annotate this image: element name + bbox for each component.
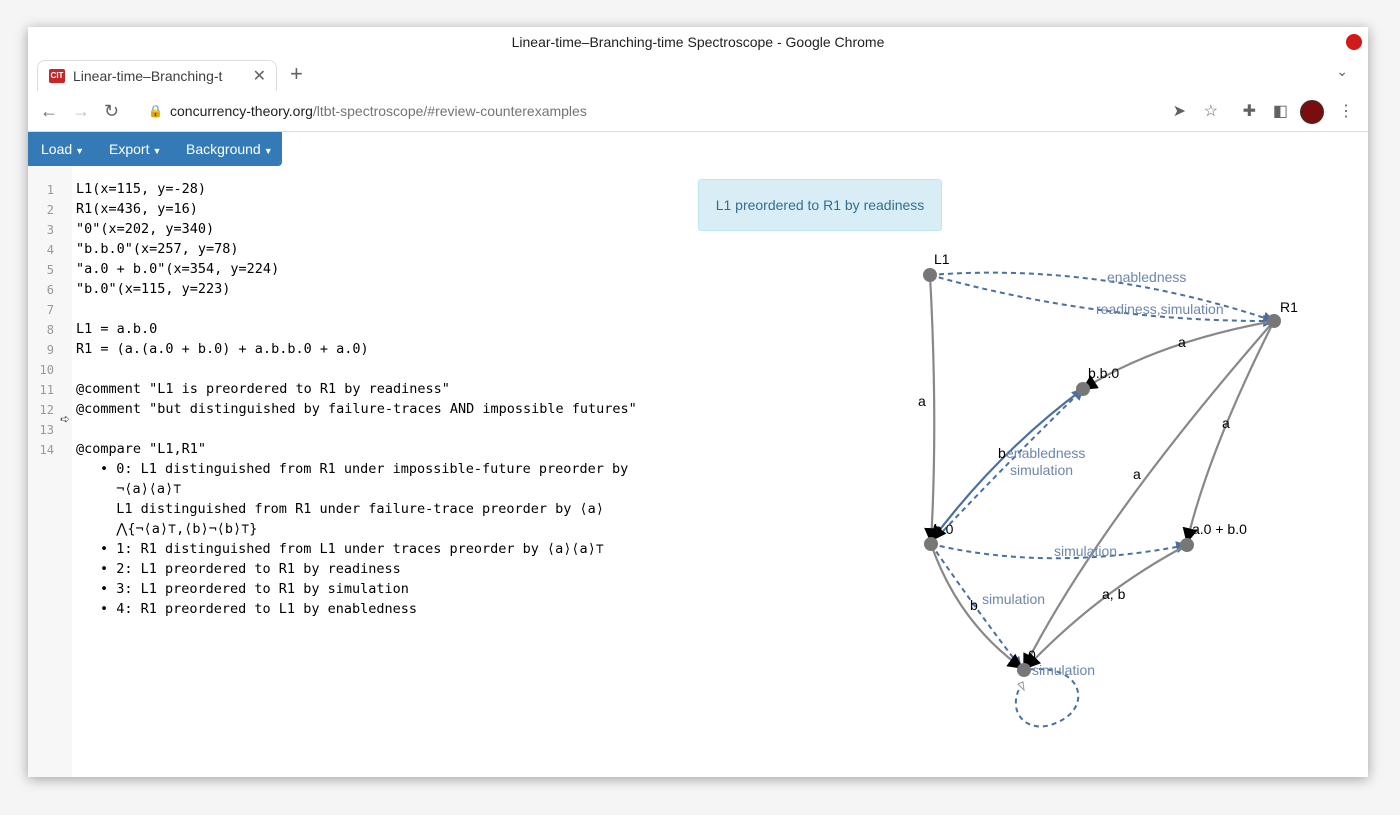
- caret-down-icon: ▼: [263, 146, 273, 156]
- node-zero[interactable]: [1017, 663, 1031, 677]
- browser-tab[interactable]: [37, 60, 277, 92]
- self-loop-arrowhead: [1018, 682, 1024, 690]
- address-bar[interactable]: [170, 103, 587, 119]
- browser-toolbar: [28, 91, 1368, 132]
- window-title: Linear-time–Branching-time Spectroscope - Google Chrome: [511, 34, 885, 50]
- line-number: 11: [39, 383, 54, 397]
- caret-down-icon: ▼: [75, 146, 85, 156]
- node-a0b0[interactable]: [1180, 538, 1194, 552]
- node-bb0[interactable]: [1076, 382, 1090, 396]
- code-line[interactable]: L1 = a.b.0: [76, 321, 158, 337]
- relation-label-simulation-b0-zero: simulation: [982, 591, 1046, 607]
- relation-label-enabledness-mid: enabledness: [1006, 445, 1086, 461]
- edge-L1-b0: [930, 275, 934, 542]
- line-number: 1: [46, 183, 54, 197]
- app-area: [28, 132, 1368, 777]
- edge-label-L1-b0: a: [918, 393, 926, 409]
- node-R1[interactable]: [1267, 314, 1281, 328]
- result-banner: [698, 179, 942, 231]
- edge-label-a0b0-zero: a, b: [1102, 586, 1126, 602]
- load-menu[interactable]: [41, 141, 84, 157]
- forward-arrow-icon[interactable]: →: [72, 101, 90, 121]
- profile-avatar[interactable]: [1300, 100, 1324, 124]
- node-b0[interactable]: [924, 537, 938, 551]
- extensions-icon[interactable]: ✚: [1242, 103, 1256, 120]
- star-icon[interactable]: ☆: [1203, 103, 1218, 120]
- relation-label-simulation-mid: simulation: [1010, 462, 1074, 478]
- line-number: 14: [39, 443, 54, 457]
- relation-label-readiness-simulation: readiness,simulation: [1096, 301, 1224, 317]
- background-menu-label: Background: [186, 141, 261, 157]
- edge-label-R1-bb0: a: [1178, 334, 1186, 350]
- edge-label-R1-zero: a: [1133, 466, 1141, 482]
- lock-icon[interactable]: 🔒: [148, 104, 163, 118]
- line-number: 12: [39, 403, 54, 417]
- caret-down-icon: ▼: [152, 146, 162, 156]
- line-number: 3: [46, 223, 54, 237]
- new-tab-icon[interactable]: +: [290, 61, 303, 86]
- relation-label-simulation-b0-a0b0: simulation: [1054, 543, 1118, 559]
- code-line[interactable]: "a.0 + b.0"(x=354, y=224): [76, 261, 280, 277]
- tab-search-chevron-icon[interactable]: ⌄: [1336, 63, 1348, 79]
- menu-bar: [28, 132, 282, 166]
- export-menu-label: Export: [109, 141, 150, 157]
- tab-close-icon[interactable]: ✕: [252, 68, 266, 85]
- node-label-a0b0: a.0 + b.0: [1192, 521, 1247, 537]
- line-marker-arrow-icon[interactable]: ➪: [60, 412, 71, 426]
- result-list-item: ¬⟨a⟩⟨a⟩⊤: [100, 481, 182, 497]
- code-line[interactable]: @comment "L1 is preordered to R1 by readiness": [76, 381, 450, 397]
- load-menu-label: Load: [41, 141, 73, 157]
- transition-graph[interactable]: [898, 251, 1298, 752]
- line-number: 6: [46, 283, 54, 297]
- url-host: concurrency-theory.org: [170, 103, 313, 119]
- tab-title: Linear-time–Branching-t: [73, 68, 223, 84]
- edge-R1-zero: [1024, 321, 1274, 668]
- banner-text: L1 preordered to R1 by readiness: [715, 197, 925, 213]
- node-L1[interactable]: [923, 268, 937, 282]
- editor-gutter: [28, 166, 72, 777]
- url-path: /ltbt-spectroscope/#review-counterexamples: [312, 103, 587, 119]
- reload-icon[interactable]: ↻: [104, 101, 120, 121]
- result-list-item: • 2: L1 preordered to R1 by readiness: [100, 561, 401, 577]
- code-line[interactable]: R1 = (a.(a.0 + b.0) + a.b.b.0 + a.0): [76, 341, 369, 357]
- favicon-icon: CIT: [49, 69, 65, 83]
- line-number: 13: [39, 423, 54, 437]
- tab-strip: [28, 57, 1368, 91]
- close-window-button[interactable]: [1346, 34, 1362, 50]
- line-number: 9: [46, 343, 54, 357]
- result-list-item: • 4: R1 preordered to L1 by enabledness: [100, 601, 417, 617]
- export-menu[interactable]: [109, 141, 161, 157]
- node-label-bb0: b.b.0: [1088, 365, 1120, 381]
- line-number: 2: [46, 203, 54, 217]
- line-number: 5: [46, 263, 54, 277]
- code-line[interactable]: @comment "but distinguished by failure-traces AND impossible futures": [76, 401, 637, 417]
- edge-R1-a0b0: [1187, 321, 1274, 542]
- node-label-zero: 0: [1028, 647, 1036, 663]
- code-line[interactable]: L1(x=115, y=-28): [76, 181, 207, 197]
- edge-label-bb0-b0: b: [998, 445, 1006, 461]
- result-list-item: • 0: L1 distinguished from R1 under impossible-future preorder by: [100, 461, 629, 477]
- edge-label-b0-zero: b: [970, 597, 978, 613]
- back-arrow-icon[interactable]: ←: [40, 101, 58, 121]
- result-list-item: • 3: L1 preordered to R1 by simulation: [100, 581, 409, 597]
- relation-label-simulation-self: simulation: [1032, 662, 1096, 678]
- menu-kebab-icon[interactable]: ⋮: [1338, 103, 1354, 120]
- code-line[interactable]: "b.b.0"(x=257, y=78): [76, 241, 239, 257]
- line-number: 7: [46, 303, 54, 317]
- line-number: 4: [46, 243, 54, 257]
- background-menu[interactable]: [186, 141, 273, 157]
- node-label-L1: L1: [934, 251, 950, 267]
- result-list-item: • 1: R1 distinguished from L1 under traces preorder by ⟨a⟩⟨a⟩⊤: [100, 541, 604, 557]
- edge-a0b0-zero: [1026, 545, 1187, 668]
- node-label-b0: b.0: [934, 521, 954, 537]
- result-list-item: L1 distinguished from R1 under failure-trace preorder by ⟨a⟩: [100, 501, 604, 517]
- edge-label-R1-a0b0: a: [1222, 415, 1230, 431]
- line-number: 8: [46, 323, 54, 337]
- code-line[interactable]: "b.0"(x=115, y=223): [76, 281, 231, 297]
- code-line[interactable]: R1(x=436, y=16): [76, 201, 198, 217]
- side-panel-icon[interactable]: ◧: [1272, 103, 1288, 120]
- browser-window: [28, 27, 1368, 777]
- line-number: 10: [39, 363, 54, 377]
- code-line[interactable]: "0"(x=202, y=340): [76, 221, 215, 237]
- send-icon[interactable]: ➤: [1172, 103, 1186, 120]
- title-bar: [28, 27, 1368, 57]
- node-label-R1: R1: [1280, 299, 1298, 315]
- relation-label-enabledness-top: enabledness: [1107, 269, 1187, 285]
- result-list-item: ⋀{¬⟨a⟩⊤,⟨b⟩¬⟨b⟩⊤}: [100, 521, 258, 537]
- code-line[interactable]: @compare "L1,R1": [76, 441, 207, 457]
